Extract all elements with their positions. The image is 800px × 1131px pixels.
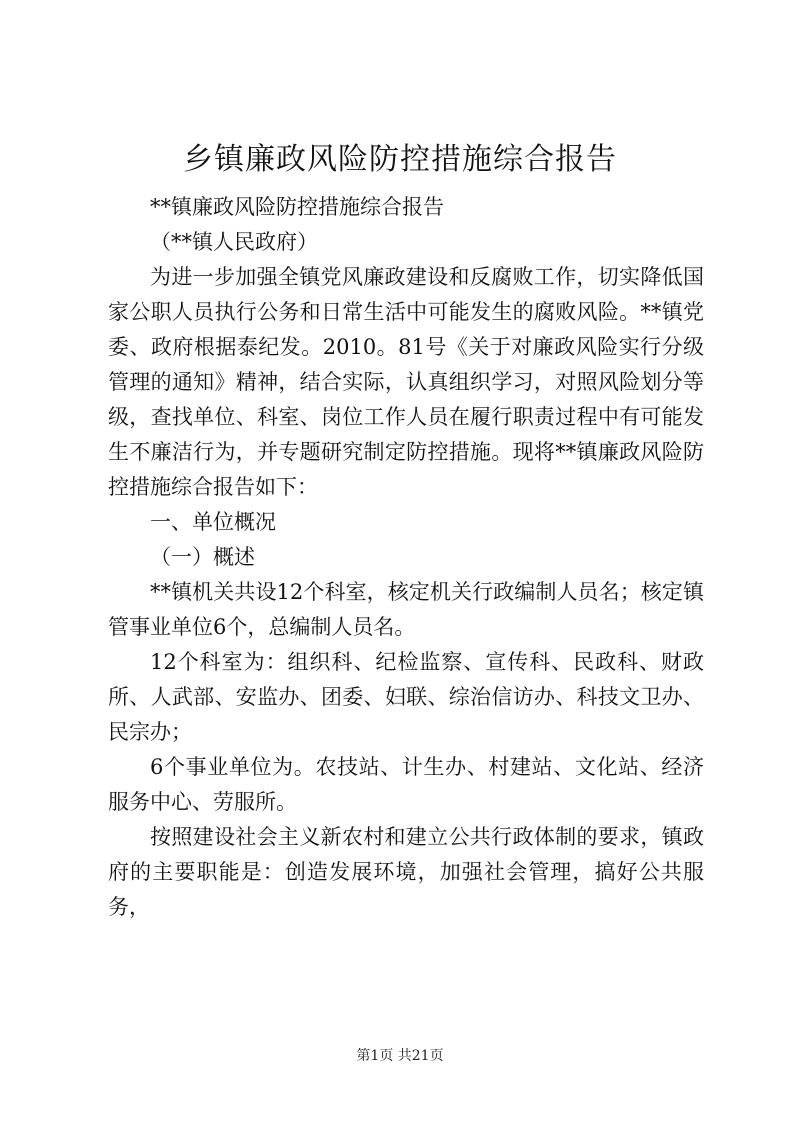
subsection-heading: （一）概述	[150, 545, 255, 569]
document-title: 乡镇廉政风险防控措施综合报告	[183, 142, 617, 177]
body-paragraph: 12个科室为：组织科、纪检监察、宣传科、民政科、财政所、人武部、安监办、团委、妇联、综治信访办、科技文卫办、民宗办；	[108, 650, 704, 744]
section-heading: 一、单位概况	[150, 510, 276, 534]
body-paragraph: 按照建设社会主义新农村和建立公共行政体制的要求，镇政府的主要职能是：创造发展环境，加强社会管理，搞好公共服务，	[108, 825, 704, 919]
document-body	[108, 190, 704, 925]
subtitle-paragraph: **镇廉政风险防控措施综合报告	[150, 195, 444, 219]
body-paragraph: 6个事业单位为。农技站、计生办、村建站、文化站、经济服务中心、劳服所。	[108, 755, 704, 814]
intro-paragraph: 为进一步加强全镇党风廉政建设和反腐败工作，切实降低国家公职人员执行公务和日常生活中可能发生的腐败风险。**镇党委、政府根据泰纪发。2010。81号《关于对廉政风险实行分级管理的通知》精神，结合实际，认真组织学习，对照风险划分等级，查找单位、科室、岗位工作人员在履行职责过程中有可能发生不廉洁行为，并专题研究制定防控措施。现将**镇廉政风险防控措施综合报告如下：	[108, 265, 704, 499]
page-footer: 第1页 共21页	[356, 1048, 444, 1064]
body-paragraph: **镇机关共设12个科室，核定机关行政编制人员名；核定镇管事业单位6个，总编制人员名。	[108, 580, 704, 639]
issuer-paragraph: （**镇人民政府）	[150, 230, 318, 254]
